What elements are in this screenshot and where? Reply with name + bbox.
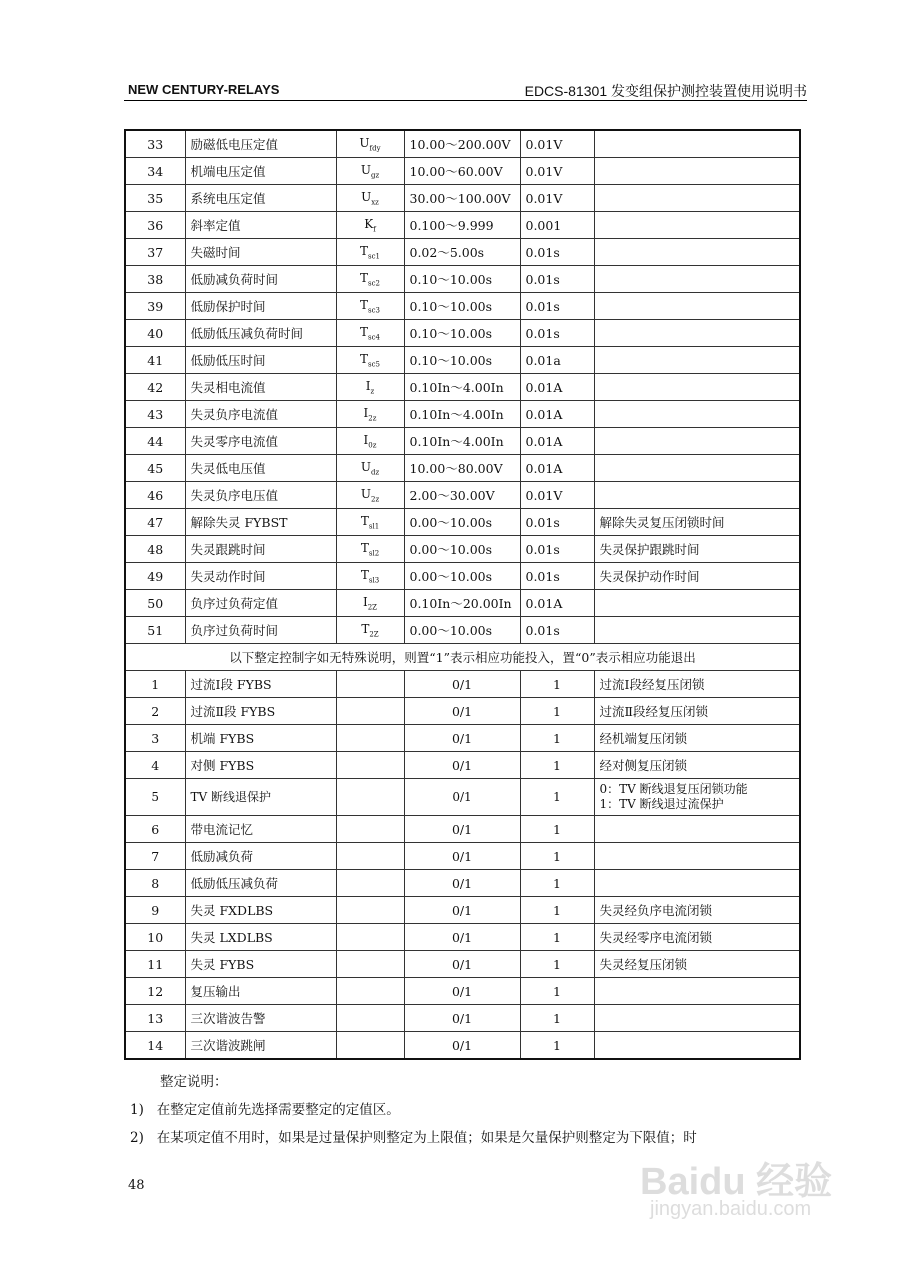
table-row	[125, 590, 800, 617]
setting-remark	[594, 158, 800, 185]
setting-step: 0.01A	[520, 374, 594, 401]
table-row	[125, 617, 800, 644]
setting-step: 0.01V	[520, 185, 594, 212]
control-name: 失灵 LXDLBS	[185, 924, 336, 951]
control-symbol	[336, 843, 404, 870]
setting-step: 0.01s	[520, 293, 594, 320]
setting-name: 解除失灵 FYBST	[185, 509, 336, 536]
table-row	[125, 212, 800, 239]
table-row	[125, 870, 800, 897]
table-row	[125, 509, 800, 536]
row-number: 45	[125, 455, 185, 482]
row-number: 46	[125, 482, 185, 509]
row-number: 7	[125, 843, 185, 870]
setting-remark	[594, 185, 800, 212]
symbol-subscript: 2Z	[367, 603, 378, 612]
setting-step: 0.01A	[520, 590, 594, 617]
control-range: 0/1	[404, 698, 520, 725]
control-name: TV 断线退保护	[185, 779, 336, 816]
control-range: 0/1	[404, 978, 520, 1005]
setting-symbol	[336, 563, 404, 590]
symbol-subscript: z	[370, 387, 375, 396]
setting-range: 0.00～10.00s	[404, 536, 520, 563]
control-symbol	[336, 725, 404, 752]
row-number: 50	[125, 590, 185, 617]
symbol-base: U	[360, 486, 371, 501]
remark-line: 失灵经零序电流闭锁	[599, 930, 713, 945]
row-number: 49	[125, 563, 185, 590]
control-step: 1	[520, 924, 594, 951]
setting-remark	[594, 320, 800, 347]
table-row	[125, 374, 800, 401]
control-remark	[594, 897, 800, 924]
setting-name: 失灵负序电压值	[185, 482, 336, 509]
page-number: 48	[128, 1178, 145, 1193]
row-number: 6	[125, 816, 185, 843]
setting-name: 低励保护时间	[185, 293, 336, 320]
control-range: 0/1	[404, 1005, 520, 1032]
setting-symbol	[336, 320, 404, 347]
setting-remark	[594, 482, 800, 509]
symbol-subscript: sc1	[368, 252, 380, 261]
setting-remark	[594, 347, 800, 374]
symbol-base: U	[360, 162, 371, 177]
setting-symbol	[336, 401, 404, 428]
row-number: 5	[125, 779, 185, 816]
row-number: 47	[125, 509, 185, 536]
setting-step: 0.01s	[520, 320, 594, 347]
row-number: 51	[125, 617, 185, 644]
table-row	[125, 320, 800, 347]
table-row	[125, 978, 800, 1005]
setting-remark	[594, 374, 800, 401]
row-number: 44	[125, 428, 185, 455]
row-number: 13	[125, 1005, 185, 1032]
remark-line: 0：TV 断线退复压闭锁功能	[599, 782, 748, 796]
setting-symbol	[336, 185, 404, 212]
setting-symbol	[336, 455, 404, 482]
symbol-subscript: gz	[370, 171, 380, 180]
setting-name: 斜率定值	[185, 212, 336, 239]
setting-remark	[594, 239, 800, 266]
setting-range: 0.10In～4.00In	[404, 374, 520, 401]
symbol-subscript: 2z	[368, 414, 377, 423]
setting-remark	[594, 212, 800, 239]
table-row	[125, 725, 800, 752]
setting-step: 0.01s	[520, 563, 594, 590]
symbol-subscript: f	[373, 225, 376, 234]
table-row	[125, 401, 800, 428]
control-name: 失灵 FYBS	[185, 951, 336, 978]
remark-line: 过流Ⅱ段经复压闭锁	[599, 704, 708, 719]
note-item: 2) 在某项定值不用时，如果是过量保护则整定为上限值；如果是欠量保护则整定为下限值；时	[130, 1130, 697, 1146]
note-item: 1) 在整定定值前先选择需要整定的定值区。	[130, 1102, 400, 1118]
notes-title: 整定说明：	[160, 1074, 228, 1090]
setting-range: 0.00～10.00s	[404, 563, 520, 590]
symbol-base: T	[361, 621, 370, 636]
row-number: 39	[125, 293, 185, 320]
header-divider	[124, 100, 807, 101]
table-row	[125, 239, 800, 266]
setting-symbol	[336, 590, 404, 617]
setting-symbol	[336, 266, 404, 293]
remark-line: 经机端复压闭锁	[599, 731, 688, 746]
control-name: 三次谐波告警	[185, 1005, 336, 1032]
setting-step: 0.01a	[520, 347, 594, 374]
control-name: 过流Ⅰ段 FYBS	[185, 671, 336, 698]
setting-remark	[594, 428, 800, 455]
table-row	[125, 536, 800, 563]
control-range: 0/1	[404, 1032, 520, 1060]
row-number: 43	[125, 401, 185, 428]
setting-step: 0.01s	[520, 266, 594, 293]
symbol-base: T	[360, 324, 369, 339]
setting-range: 0.00～10.00s	[404, 617, 520, 644]
setting-name: 低励低压时间	[185, 347, 336, 374]
symbol-subscript: sc5	[368, 360, 380, 369]
control-remark	[594, 870, 800, 897]
setting-range: 0.02～5.00s	[404, 239, 520, 266]
setting-step: 0.01A	[520, 401, 594, 428]
row-number: 40	[125, 320, 185, 347]
control-remark	[594, 816, 800, 843]
control-remark	[594, 978, 800, 1005]
remark-line: 失灵经复压闭锁	[599, 957, 688, 972]
table-row	[125, 158, 800, 185]
symbol-subscript: sc2	[368, 279, 380, 288]
symbol-subscript: sl3	[368, 576, 380, 585]
setting-step: 0.01s	[520, 536, 594, 563]
control-range: 0/1	[404, 725, 520, 752]
control-symbol	[336, 752, 404, 779]
control-name: 复压输出	[185, 978, 336, 1005]
row-number: 48	[125, 536, 185, 563]
row-number: 33	[125, 130, 185, 158]
symbol-base: I	[363, 405, 369, 420]
table-row	[125, 482, 800, 509]
control-step: 1	[520, 752, 594, 779]
settings-table	[124, 129, 801, 1060]
setting-range: 0.10～10.00s	[404, 293, 520, 320]
table-row	[125, 698, 800, 725]
table-row	[125, 843, 800, 870]
control-step: 1	[520, 671, 594, 698]
control-range: 0/1	[404, 951, 520, 978]
setting-name: 失灵动作时间	[185, 563, 336, 590]
remark-line: 失灵经负序电流闭锁	[599, 903, 713, 918]
control-name: 失灵 FXDLBS	[185, 897, 336, 924]
table-row	[125, 816, 800, 843]
setting-step: 0.01s	[520, 509, 594, 536]
row-number: 42	[125, 374, 185, 401]
symbol-base: T	[360, 540, 369, 555]
setting-name: 系统电压定值	[185, 185, 336, 212]
table-row	[125, 266, 800, 293]
control-symbol	[336, 924, 404, 951]
control-symbol	[336, 816, 404, 843]
symbol-base: T	[360, 270, 369, 285]
row-number: 4	[125, 752, 185, 779]
setting-symbol	[336, 239, 404, 266]
control-range: 0/1	[404, 924, 520, 951]
row-number: 8	[125, 870, 185, 897]
control-remark	[594, 698, 800, 725]
control-remark	[594, 1005, 800, 1032]
setting-remark	[594, 617, 800, 644]
table-row	[125, 671, 800, 698]
setting-range: 0.10～10.00s	[404, 320, 520, 347]
setting-range: 0.10～10.00s	[404, 266, 520, 293]
control-step: 1	[520, 1032, 594, 1060]
control-name: 三次谐波跳闸	[185, 1032, 336, 1060]
setting-remark: 失灵保护跟跳时间	[594, 536, 800, 563]
control-step: 1	[520, 1005, 594, 1032]
table-row	[125, 347, 800, 374]
control-symbol	[336, 1005, 404, 1032]
watermark-url: jingyan.baidu.com	[650, 1198, 812, 1220]
setting-range: 0.10In～4.00In	[404, 401, 520, 428]
setting-name: 失灵低电压值	[185, 455, 336, 482]
watermark-logo: Baidu 经验	[640, 1161, 833, 1203]
symbol-base: U	[360, 459, 371, 474]
remark-line: 过流Ⅰ段经复压闭锁	[599, 677, 705, 692]
setting-symbol	[336, 536, 404, 563]
remark-line: 1：TV 断线退过流保护	[599, 797, 724, 811]
control-name: 低励减负荷	[185, 843, 336, 870]
setting-symbol	[336, 617, 404, 644]
control-range: 0/1	[404, 897, 520, 924]
table-row	[125, 951, 800, 978]
symbol-subscript: sl1	[368, 522, 380, 531]
control-step: 1	[520, 779, 594, 816]
control-symbol	[336, 671, 404, 698]
control-name: 带电流记忆	[185, 816, 336, 843]
setting-range: 0.10In～4.00In	[404, 428, 520, 455]
setting-symbol	[336, 509, 404, 536]
table-row	[125, 924, 800, 951]
symbol-subscript: dz	[370, 468, 380, 477]
table-row	[125, 1005, 800, 1032]
table-row	[125, 455, 800, 482]
symbol-base: T	[360, 513, 369, 528]
row-number: 11	[125, 951, 185, 978]
control-symbol	[336, 698, 404, 725]
table-row	[125, 130, 800, 158]
setting-name: 失灵相电流值	[185, 374, 336, 401]
symbol-base: I	[362, 594, 368, 609]
setting-name: 负序过负荷时间	[185, 617, 336, 644]
control-remark	[594, 843, 800, 870]
symbol-base: I	[365, 378, 371, 393]
table-row	[125, 779, 800, 816]
setting-symbol	[336, 482, 404, 509]
setting-symbol	[336, 130, 404, 158]
setting-symbol	[336, 428, 404, 455]
control-note-row	[125, 644, 800, 671]
control-step: 1	[520, 870, 594, 897]
setting-range: 0.100～9.999	[404, 212, 520, 239]
symbol-base: K	[364, 216, 374, 231]
symbol-base: T	[360, 567, 369, 582]
notes	[130, 1068, 697, 1152]
control-name: 低励低压减负荷	[185, 870, 336, 897]
control-step: 1	[520, 725, 594, 752]
setting-name: 失灵负序电流值	[185, 401, 336, 428]
setting-name: 机端电压定值	[185, 158, 336, 185]
row-number: 3	[125, 725, 185, 752]
row-number: 12	[125, 978, 185, 1005]
control-remark	[594, 779, 800, 816]
setting-range: 30.00～100.00V	[404, 185, 520, 212]
setting-remark	[594, 130, 800, 158]
symbol-subscript: sl2	[368, 549, 380, 558]
symbol-subscript: sc4	[368, 333, 380, 342]
control-symbol	[336, 779, 404, 816]
setting-remark	[594, 293, 800, 320]
symbol-subscript: 0z	[368, 441, 377, 450]
setting-remark	[594, 266, 800, 293]
setting-remark: 解除失灵复压闭锁时间	[594, 509, 800, 536]
table-row	[125, 563, 800, 590]
row-number: 41	[125, 347, 185, 374]
control-range: 0/1	[404, 843, 520, 870]
control-remark	[594, 752, 800, 779]
setting-remark: 失灵保护动作时间	[594, 563, 800, 590]
control-name: 对侧 FYBS	[185, 752, 336, 779]
table-row	[125, 428, 800, 455]
row-number: 38	[125, 266, 185, 293]
setting-step: 0.01V	[520, 482, 594, 509]
row-number: 35	[125, 185, 185, 212]
control-range: 0/1	[404, 779, 520, 816]
setting-range: 2.00～30.00V	[404, 482, 520, 509]
control-range: 0/1	[404, 816, 520, 843]
table-row	[125, 185, 800, 212]
row-number: 9	[125, 897, 185, 924]
setting-remark	[594, 590, 800, 617]
symbol-subscript: 2z	[370, 495, 380, 504]
table-row	[125, 752, 800, 779]
setting-remark	[594, 401, 800, 428]
control-remark	[594, 1032, 800, 1060]
header-title: EDCS-81301 发变组保护测控装置使用说明书	[524, 83, 807, 99]
header-company: NEW CENTURY-RELAYS	[128, 82, 280, 97]
setting-range: 10.00～60.00V	[404, 158, 520, 185]
setting-range: 0.10～10.00s	[404, 347, 520, 374]
row-number: 10	[125, 924, 185, 951]
symbol-base: T	[360, 351, 369, 366]
symbol-subscript: xz	[371, 198, 379, 207]
table-row	[125, 293, 800, 320]
control-range: 0/1	[404, 752, 520, 779]
control-symbol	[336, 978, 404, 1005]
row-number: 34	[125, 158, 185, 185]
symbol-base: U	[361, 189, 372, 204]
setting-symbol	[336, 374, 404, 401]
control-remark	[594, 671, 800, 698]
control-name: 机端 FYBS	[185, 725, 336, 752]
control-step: 1	[520, 816, 594, 843]
table-row	[125, 1032, 800, 1060]
control-symbol	[336, 870, 404, 897]
setting-step: 0.01A	[520, 455, 594, 482]
setting-step: 0.001	[520, 212, 594, 239]
setting-name: 励磁低电压定值	[185, 130, 336, 158]
symbol-base: T	[360, 297, 369, 312]
setting-name: 负序过负荷定值	[185, 590, 336, 617]
control-range: 0/1	[404, 870, 520, 897]
setting-symbol	[336, 212, 404, 239]
control-range: 0/1	[404, 671, 520, 698]
setting-step: 0.01V	[520, 158, 594, 185]
row-number: 2	[125, 698, 185, 725]
setting-range: 0.00～10.00s	[404, 509, 520, 536]
setting-range: 10.00～80.00V	[404, 455, 520, 482]
setting-symbol	[336, 158, 404, 185]
setting-name: 失灵零序电流值	[185, 428, 336, 455]
setting-name: 失磁时间	[185, 239, 336, 266]
symbol-subscript: fdy	[369, 144, 381, 153]
control-step: 1	[520, 897, 594, 924]
control-symbol	[336, 951, 404, 978]
symbol-base: T	[360, 243, 369, 258]
setting-name: 低励低压减负荷时间	[185, 320, 336, 347]
setting-name: 失灵跟跳时间	[185, 536, 336, 563]
setting-step: 0.01s	[520, 239, 594, 266]
symbol-subscript: sc3	[368, 306, 380, 315]
row-number: 1	[125, 671, 185, 698]
table-row	[125, 897, 800, 924]
remark-line: 经对侧复压闭锁	[599, 758, 688, 773]
symbol-subscript: 2Z	[369, 630, 379, 639]
symbol-base: I	[363, 432, 369, 447]
control-step: 1	[520, 843, 594, 870]
row-number: 14	[125, 1032, 185, 1060]
control-note: 以下整定控制字如无特殊说明，则置“1”表示相应功能投入，置“0”表示相应功能退出	[125, 644, 800, 671]
setting-symbol	[336, 293, 404, 320]
setting-step: 0.01A	[520, 428, 594, 455]
setting-range: 0.10In～20.00In	[404, 590, 520, 617]
setting-range: 10.00～200.00V	[404, 130, 520, 158]
control-symbol	[336, 897, 404, 924]
control-step: 1	[520, 951, 594, 978]
control-remark	[594, 924, 800, 951]
control-remark	[594, 951, 800, 978]
setting-name: 低励减负荷时间	[185, 266, 336, 293]
setting-step: 0.01s	[520, 617, 594, 644]
control-step: 1	[520, 698, 594, 725]
control-step: 1	[520, 978, 594, 1005]
setting-step: 0.01V	[520, 130, 594, 158]
setting-remark	[594, 455, 800, 482]
row-number: 36	[125, 212, 185, 239]
setting-symbol	[336, 347, 404, 374]
control-name: 过流Ⅱ段 FYBS	[185, 698, 336, 725]
control-symbol	[336, 1032, 404, 1060]
symbol-base: U	[359, 135, 370, 150]
row-number: 37	[125, 239, 185, 266]
control-remark	[594, 725, 800, 752]
